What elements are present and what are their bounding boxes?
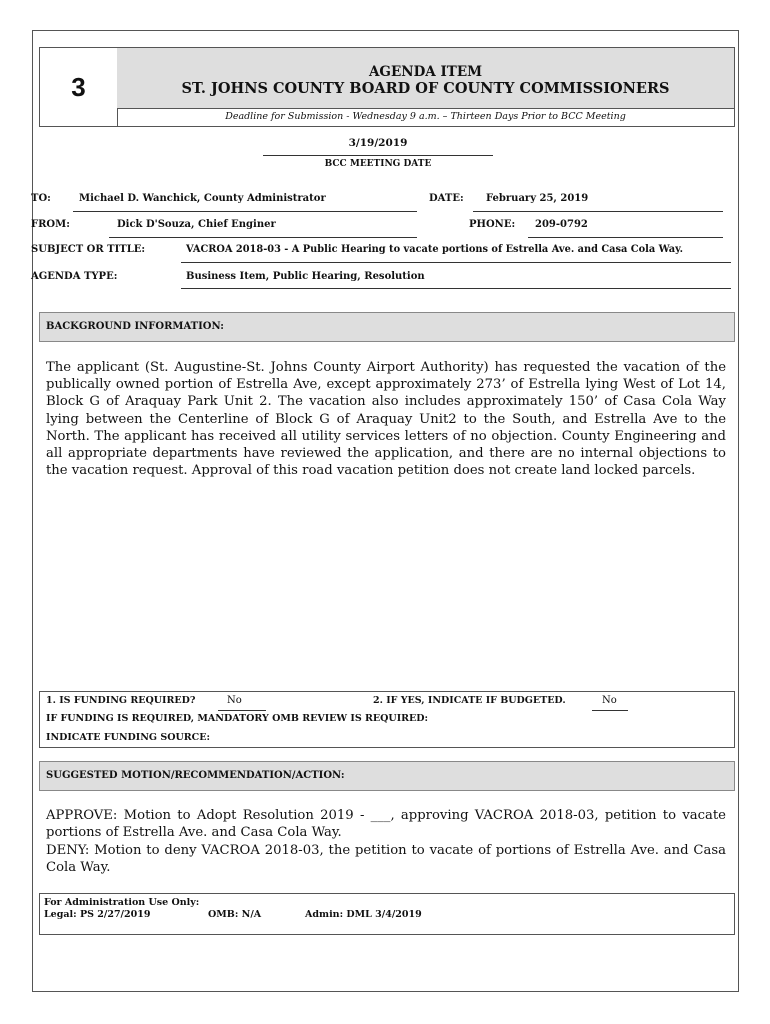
- date-label: DATE:: [429, 193, 464, 204]
- header-box: [39, 47, 735, 127]
- date-value: February 25, 2019: [486, 193, 589, 204]
- funding-required-label: 1. IS FUNDING REQUIRED?: [46, 695, 196, 706]
- title-line1: AGENDA ITEM: [368, 64, 483, 80]
- subject-label: SUBJECT OR TITLE:: [31, 244, 146, 255]
- admin-legal: Legal: PS 2/27/2019: [44, 909, 151, 920]
- date-underline: [473, 211, 723, 212]
- subject-value: VACROA 2018-03 - A Public Hearing to vacate portions of Estrella Ave. and Casa Cola Way.: [186, 244, 684, 255]
- funding-source-label: INDICATE FUNDING SOURCE:: [46, 732, 210, 743]
- phone-underline: [528, 237, 723, 238]
- from-label: FROM:: [31, 219, 70, 230]
- funding-box: [39, 691, 735, 748]
- funding-required-underline: [218, 710, 266, 711]
- motion-heading: SUGGESTED MOTION/RECOMMENDATION/ACTION:: [39, 761, 735, 791]
- item-number: 3: [40, 48, 118, 126]
- admin-heading: For Administration Use Only:: [44, 897, 200, 908]
- subject-underline: [181, 262, 731, 263]
- agenda-form: [32, 30, 739, 992]
- phone-value: 209-0792: [535, 219, 588, 230]
- meeting-date-line: [263, 155, 493, 156]
- motion-deny: DENY: Motion to deny VACROA 2018-03, the petition to vacate of portions of Estrella Ave. and Casa Cola Way.: [46, 843, 726, 876]
- agenda-type-label: AGENDA TYPE:: [31, 271, 118, 282]
- motion-approve: APPROVE: Motion to Adopt Resolution 2019 - ___, approving VACROA 2018-03, petition to vacate portions of Estrella Ave. and Casa Cola Way.: [46, 808, 726, 841]
- budgeted-underline: [592, 710, 628, 711]
- admin-omb: OMB: N/A: [208, 909, 262, 920]
- agenda-type-underline: [181, 288, 731, 289]
- phone-label: PHONE:: [469, 219, 516, 230]
- funding-required-value: No: [227, 695, 242, 706]
- omb-review-note: IF FUNDING IS REQUIRED, MANDATORY OMB REVIEW IS REQUIRED:: [46, 713, 429, 724]
- meeting-date-label: BCC MEETING DATE: [324, 159, 432, 169]
- agenda-type-value: Business Item, Public Hearing, Resolution: [186, 271, 425, 282]
- background-text: The applicant (St. Augustine-St. Johns County Airport Authority) has requested the vacation of the publically owned portion of Estrella Ave, except approximately 273’ of Estrella lying West of Lot 14, Block G of Araquay Park Unit 2. The vacation also includes approximately 150’ of Casa Cola Way lying between the Centerline of Block G of Araquay Unit2 to the South, and Estrella Ave to the North. The applicant has received all utility services letters of no objection. County Engineering and all appropriate departments have reviewed the application, and there are no internal objections to the vacation request. Approval of this road vacation petition does not create land locked parcels.: [46, 360, 726, 479]
- from-underline: [109, 237, 417, 238]
- from-value: Dick D'Souza, Chief Enginer: [117, 219, 276, 230]
- to-label: TO:: [31, 193, 51, 204]
- title-block: [117, 48, 734, 109]
- title-line2: ST. JOHNS COUNTY BOARD OF COUNTY COMMISSIONERS: [181, 80, 670, 97]
- deadline-note: Deadline for Submission - Wednesday 9 a.m. – Thirteen Days Prior to BCC Meeting: [225, 111, 626, 122]
- background-heading: BACKGROUND INFORMATION:: [39, 312, 735, 342]
- budgeted-label: 2. IF YES, INDICATE IF BUDGETED.: [373, 695, 566, 706]
- admin-signoff: Admin: DML 3/4/2019: [305, 909, 422, 920]
- to-underline: [73, 211, 417, 212]
- budgeted-value: No: [602, 695, 617, 706]
- to-value: Michael D. Wanchick, County Administrator: [79, 193, 326, 204]
- admin-box: [39, 893, 735, 935]
- meeting-date: 3/19/2019: [348, 137, 408, 149]
